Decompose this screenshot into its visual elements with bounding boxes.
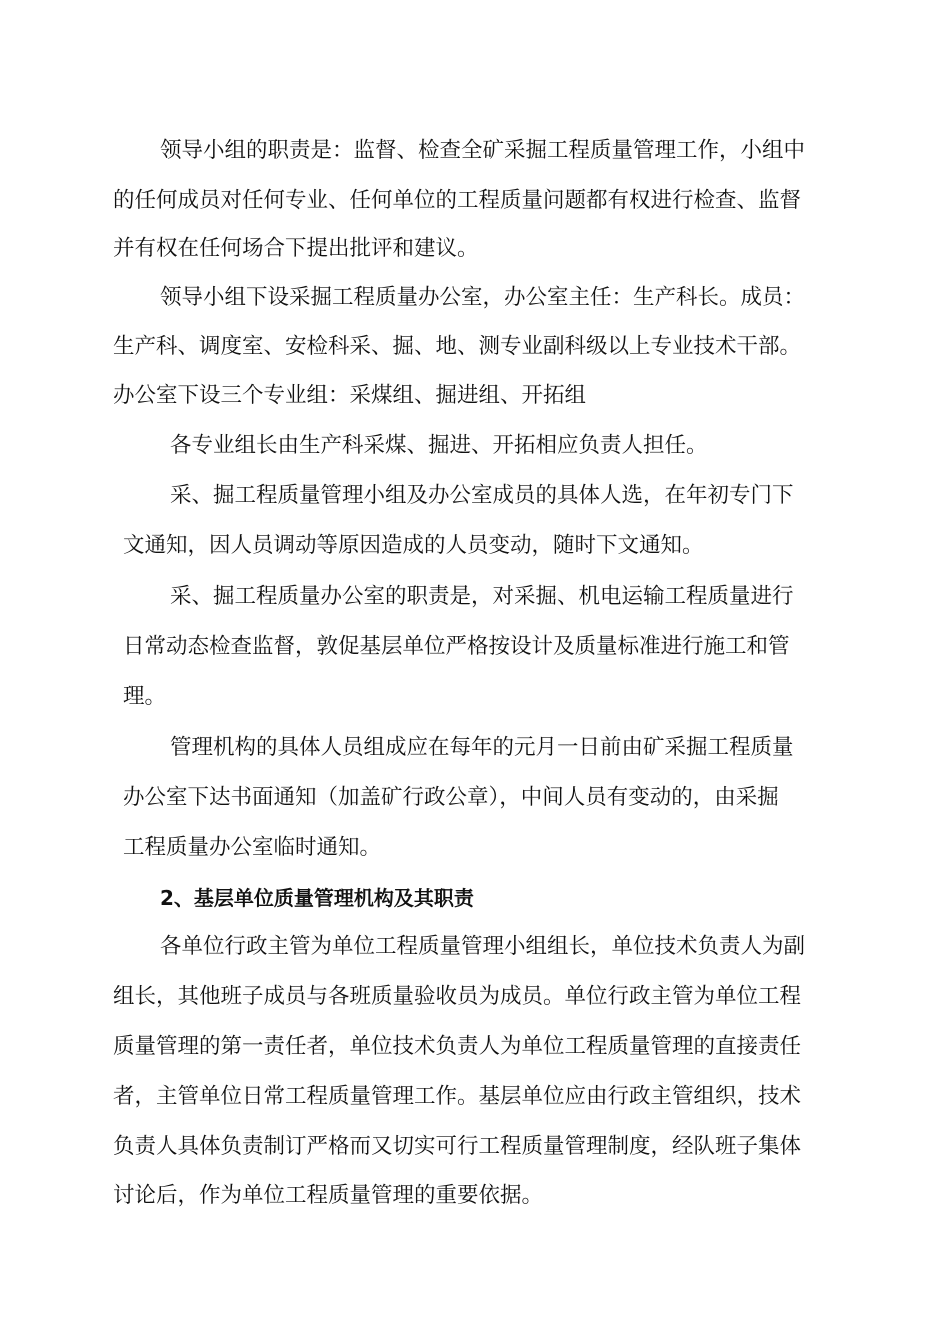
text-line: 工程质量办公室临时通知。: [123, 835, 382, 860]
text-line: 的任何成员对任何专业、任何单位的工程质量问题都有权进行检查、监督: [113, 188, 802, 213]
text-line: 办公室下设三个专业组：采煤组、掘进组、开拓组: [113, 383, 587, 408]
text-line: 质量管理的第一责任者，单位技术负责人为单位工程质量管理的直接责任: [113, 1034, 802, 1059]
section-heading: 2、基层单位质量管理机构及其职责: [160, 886, 474, 910]
text-line: 办公室下达书面通知（加盖矿行政公章），中间人员有变动的，由采掘: [123, 785, 779, 810]
text-line: 日常动态检查监督，敦促基层单位严格按设计及质量标准进行施工和管: [123, 634, 790, 659]
text-line: 管理机构的具体人员组成应在每年的元月一日前由矿采掘工程质量: [170, 735, 794, 760]
text-line: 领导小组的职责是：监督、检查全矿采掘工程质量管理工作，小组中: [160, 138, 806, 163]
text-line: 各单位行政主管为单位工程质量管理小组组长，单位技术负责人为副: [160, 934, 806, 959]
text-line: 者，主管单位日常工程质量管理工作。基层单位应由行政主管组织，技术: [113, 1084, 802, 1109]
text-line: 领导小组下设采掘工程质量办公室，办公室主任：生产科长。成员：: [160, 285, 806, 310]
text-line: 各专业组长由生产科采煤、掘进、开拓相应负责人担任。: [170, 433, 708, 458]
text-line: 生产科、调度室、安检科采、掘、地、测专业副科级以上专业技术干部。: [113, 334, 802, 359]
text-line: 文通知，因人员调动等原因造成的人员变动，随时下文通知。: [123, 533, 704, 558]
text-line: 理。: [123, 684, 167, 709]
text-line: 负责人具体负责制订严格而又切实可行工程质量管理制度，经队班子集体: [113, 1134, 802, 1159]
text-line: 讨论后，作为单位工程质量管理的重要依据。: [113, 1183, 544, 1208]
text-line: 采、掘工程质量管理小组及办公室成员的具体人选，在年初专门下: [170, 483, 794, 508]
text-line: 采、掘工程质量办公室的职责是，对采掘、机电运输工程质量进行: [170, 584, 794, 609]
text-line: 并有权在任何场合下提出批评和建议。: [113, 236, 479, 261]
text-line: 组长，其他班子成员与各班质量验收员为成员。单位行政主管为单位工程: [113, 984, 802, 1009]
